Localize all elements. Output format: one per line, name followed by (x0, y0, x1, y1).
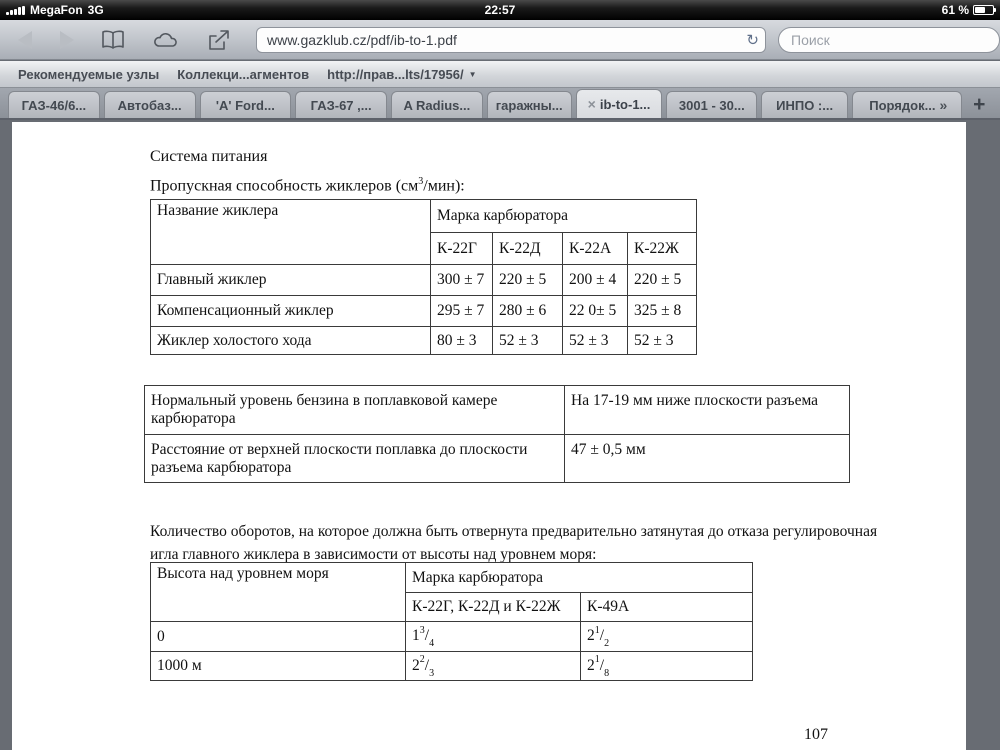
row-label: Компенсационный жиклер (151, 296, 431, 327)
cell-value (406, 652, 581, 681)
col-header-carb-brand: Марка карбюратора (431, 200, 697, 233)
page-number: 107 (804, 726, 828, 743)
doc-subheading (150, 176, 465, 195)
chevron-down-icon: ▼ (468, 69, 477, 79)
row-label: Жиклер холостого хода (151, 327, 431, 355)
tab-a-ford[interactable] (200, 91, 292, 118)
cell-value (406, 622, 581, 652)
cell-value: 295 ± 7 (431, 296, 493, 327)
table-row (145, 435, 850, 483)
fraction-value: $2^1/_2$ (587, 624, 610, 650)
tab-overflow-icon[interactable]: » (939, 97, 946, 113)
subheading-suffix: /мин): (423, 177, 465, 195)
clock-label: 22:57 (484, 3, 516, 17)
tab-label: A Radius... (403, 97, 471, 113)
tab-label: ГАЗ-67 ,... (310, 97, 372, 113)
tab-avtobaz[interactable] (104, 91, 196, 118)
bookmarks-icon[interactable] (100, 30, 126, 50)
search-input[interactable] (778, 27, 1000, 53)
cell-value: 280 ± 6 (493, 296, 563, 327)
col-header-jet-name: Название жиклера (151, 200, 431, 265)
bookmark-item-folder[interactable] (327, 67, 476, 82)
tab-label: 3001 - 30... (678, 97, 745, 113)
table-row (145, 386, 850, 435)
tab-a-radius[interactable] (391, 91, 483, 118)
fraction-value: $2^1/_8$ (587, 654, 610, 679)
doc-paragraph: Количество оборотов, на которое должна быть отвернута предварительно затянутая до отказа регулировочная игла главного жиклера в зависимости от высоты над уровнем моря: (150, 523, 878, 563)
battery-percent-label: 61 % (941, 3, 969, 17)
status-right (942, 3, 1000, 17)
col-header-carb-brand: Марка карбюратора (406, 563, 753, 593)
cell-value (581, 652, 753, 681)
table-row (151, 327, 697, 355)
new-tab-button[interactable]: + (973, 92, 986, 116)
col-header-k22d: К-22Д (493, 233, 563, 265)
subheading-sup: 3 (418, 176, 424, 187)
tab-ib-to-1-active[interactable] (576, 89, 663, 118)
tab-gaz46[interactable] (8, 91, 100, 118)
tab-label: ИНПО :... (776, 97, 834, 113)
jet-capacity-table (150, 199, 697, 355)
cell-value: 200 ± 4 (563, 265, 628, 296)
pdf-page (12, 122, 966, 750)
bookmark-label: Рекомендуемые узлы (18, 66, 160, 82)
col-header-k22zh: К-22Ж (628, 233, 697, 265)
col-header-k22-group: К-22Г, К-22Д и К-22Ж (406, 593, 581, 622)
bookmark-item-collection[interactable] (177, 67, 309, 82)
carrier-label: MegaFon (30, 3, 83, 17)
cell-value: 220 ± 5 (628, 265, 697, 296)
cell-value: 80 ± 3 (431, 327, 493, 355)
tab-gaz67[interactable] (295, 91, 387, 118)
table-row (151, 265, 697, 296)
forward-button[interactable] (60, 31, 74, 49)
cell-value: 220 ± 5 (493, 265, 563, 296)
tab-inpo[interactable] (761, 91, 848, 118)
tab-label: Порядок... (869, 97, 936, 113)
tab-label: Автобаз... (117, 97, 182, 113)
cell-value: 22 0± 5 (563, 296, 628, 327)
altitude-turns-table (150, 562, 753, 681)
back-button[interactable] (18, 31, 32, 49)
table-row (151, 622, 753, 652)
share-icon[interactable] (206, 29, 232, 51)
cell-value: На 17-19 мм ниже плоскости разъема (565, 386, 850, 435)
tab-label: ГАЗ-46/6... (21, 97, 87, 113)
cloud-tabs-icon[interactable] (152, 30, 180, 50)
cell-value: 325 ± 8 (628, 296, 697, 327)
tab-bar (0, 88, 1000, 120)
url-bar (232, 27, 766, 53)
cell-value: 52 ± 3 (563, 327, 628, 355)
bookmark-item-recommended[interactable] (18, 67, 159, 82)
bookmark-label: Коллекци...агментов (177, 66, 310, 82)
cell-value: 47 ± 0,5 мм (565, 435, 850, 483)
network-label: 3G (87, 3, 104, 17)
browser-content (0, 122, 1000, 750)
row-label: Нормальный уровень бензина в поплавковой камере карбюратора (145, 386, 565, 435)
tab-garazhny[interactable] (487, 91, 572, 118)
browser-toolbar (0, 20, 1000, 60)
bookmarks-bar (0, 61, 1000, 88)
row-label: Главный жиклер (151, 265, 431, 296)
tab-label: ib-to-1... (599, 96, 651, 112)
reload-icon[interactable]: ↻ (746, 31, 759, 49)
fraction-value: $2^2/_3$ (412, 654, 435, 679)
doc-heading: Система питания (150, 148, 268, 165)
cell-value: 52 ± 3 (628, 327, 697, 355)
close-icon[interactable]: × (587, 96, 596, 112)
status-bar (0, 0, 1000, 20)
cell-value: 300 ± 7 (431, 265, 493, 296)
row-label: Расстояние от верхней плоскости поплавка до плоскости разъема карбюратора (145, 435, 565, 483)
fraction-value: $1^3/_4$ (412, 624, 435, 650)
col-header-altitude: Высота над уровнем моря (151, 563, 406, 622)
tab-3001[interactable] (666, 91, 757, 118)
table-row (151, 296, 697, 327)
fuel-level-table (144, 385, 850, 483)
table-row (151, 652, 753, 681)
col-header-k22g: К-22Г (431, 233, 493, 265)
battery-icon (973, 5, 994, 15)
tab-label: гаражны... (495, 97, 563, 113)
cell-value (581, 622, 753, 652)
url-input[interactable] (256, 27, 766, 53)
row-label: 1000 м (151, 652, 406, 681)
bookmark-label: http://прав...lts/17956/ (327, 66, 464, 82)
row-label: 0 (151, 622, 406, 652)
subheading-prefix: Пропускная способность жиклеров (см (150, 177, 419, 195)
col-header-k22a: К-22А (563, 233, 628, 265)
tab-poryadok[interactable] (852, 91, 962, 118)
col-header-k49a: К-49А (581, 593, 753, 622)
tab-label: 'A' Ford... (215, 97, 275, 113)
cell-value: 52 ± 3 (493, 327, 563, 355)
